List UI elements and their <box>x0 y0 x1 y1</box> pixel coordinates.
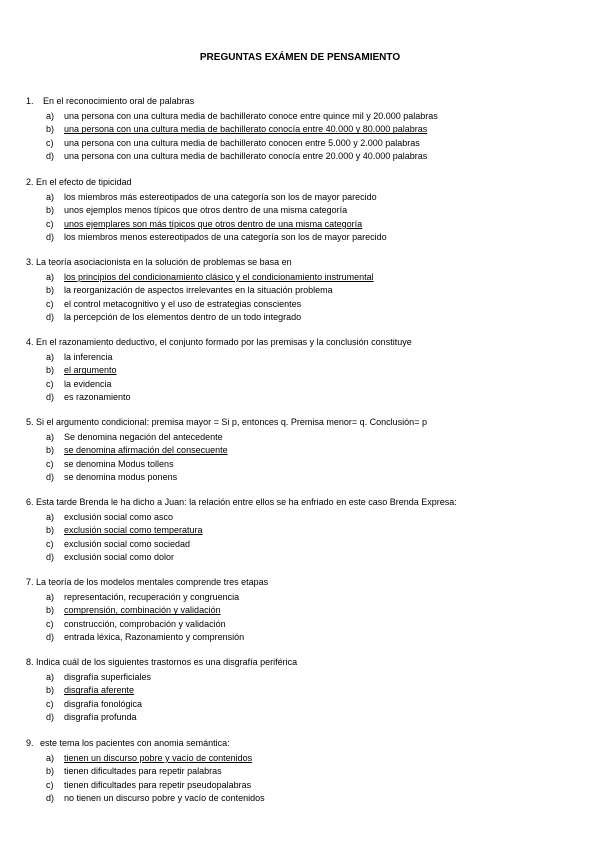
correct-answer-text: unos ejemplares son más típicos que otros dentro de una misma categoría <box>64 218 363 229</box>
option-text: se denomina modus ponens <box>64 472 178 483</box>
option-letter: d) <box>46 632 55 643</box>
question-text: este tema los pacientes con anomia semántica: <box>40 738 230 748</box>
option-d <box>0 713 600 726</box>
option-c <box>0 620 600 633</box>
option-text: disgrafía fonológica <box>64 698 143 709</box>
option-c <box>0 139 600 152</box>
option-letter: d) <box>46 312 55 323</box>
question-number: 6. <box>26 497 34 507</box>
option-letter: a) <box>46 512 55 522</box>
option-letter: b) <box>46 445 55 456</box>
option-c <box>0 380 600 393</box>
option-letter: d) <box>46 552 55 563</box>
option-c <box>0 540 600 553</box>
correct-answer-text: el argumento <box>64 365 117 376</box>
question-text: En el reconocimiento oral de palabras <box>43 96 195 106</box>
option-d <box>0 794 600 807</box>
correct-answer-text: una persona con una cultura media de bachillerato conocía entre 40.000 y 80.000 palabras <box>64 124 428 135</box>
option-b <box>0 286 600 299</box>
option-b <box>0 206 600 219</box>
option-d <box>0 393 600 406</box>
option-letter: c) <box>46 458 54 469</box>
option-text: una persona con una cultura media de bachillerato conocía entre 20.000 y 40.000 palabras <box>64 151 428 162</box>
option-letter: a) <box>46 753 55 763</box>
option-text: disgrafía profunda <box>64 712 137 723</box>
question-text: En el efecto de tipicidad <box>36 177 132 187</box>
option-b <box>0 526 600 539</box>
option-text: una persona con una cultura media de bachillerato conoce entre quince mil y 20.000 palabras <box>64 111 438 121</box>
option-text: unos ejemplos menos típicos que otros dentro de una misma categoría <box>64 205 348 216</box>
option-letter: b) <box>46 685 55 696</box>
option-text: una persona con una cultura media de bachillerato conocen entre 5.000 y 2.000 palabras <box>64 137 420 148</box>
option-d <box>0 553 600 566</box>
option-a <box>0 433 600 446</box>
option-letter: c) <box>46 218 54 229</box>
question-text: La teoría de los modelos mentales comprende tres etapas <box>36 577 269 587</box>
option-letter: a) <box>46 352 55 362</box>
option-a <box>0 673 600 686</box>
question-number: 5. <box>26 417 34 427</box>
option-text: exclusión social como sociedad <box>64 538 191 549</box>
option-a <box>0 593 600 606</box>
question-number: 3. <box>26 257 34 267</box>
option-letter: d) <box>46 392 55 403</box>
option-letter: c) <box>46 137 54 148</box>
option-text: es razonamiento <box>64 392 131 403</box>
option-letter: d) <box>46 232 55 243</box>
option-letter: b) <box>46 525 55 536</box>
option-letter: a) <box>46 111 55 121</box>
correct-answer-text: exclusión social como temperatura <box>64 525 203 536</box>
option-text: el control metacognitivo y el uso de estrategias conscientes <box>64 298 302 309</box>
option-letter: d) <box>46 151 55 162</box>
option-text: no tienen un discurso pobre y vacío de contenidos <box>64 793 265 804</box>
option-a <box>0 273 600 286</box>
option-text: se denomina Modus tollens <box>64 458 174 469</box>
option-letter: b) <box>46 205 55 216</box>
option-text: la reorganización de aspectos irrelevantes en la situación problema <box>64 285 333 296</box>
option-text: representación, recuperación y congruencia <box>64 592 240 602</box>
option-a <box>0 754 600 767</box>
document-title: PREGUNTAS EXÁMEN DE PENSAMIENTO <box>199 52 401 63</box>
option-text: exclusión social como dolor <box>64 552 175 563</box>
question-number: 8. <box>26 657 34 667</box>
option-b <box>0 606 600 619</box>
option-d <box>0 152 600 165</box>
option-text: exclusión social como asco <box>64 512 174 522</box>
option-text: la percepción de los elementos dentro de un todo integrado <box>64 312 302 323</box>
option-b <box>0 366 600 379</box>
option-text: la evidencia <box>64 378 112 389</box>
option-letter: a) <box>46 192 55 202</box>
question-text: En el razonamiento deductivo, el conjunto formado por las premisas y la conclusión constituye <box>36 337 412 347</box>
option-text: tienen dificultades para repetir pseudopalabras <box>64 779 252 790</box>
option-d <box>0 313 600 326</box>
option-d <box>0 233 600 246</box>
option-letter: b) <box>46 766 55 777</box>
option-letter: c) <box>46 298 54 309</box>
option-b <box>0 125 600 138</box>
option-c <box>0 220 600 233</box>
option-text: los miembros menos estereotipados de una categoría son los de mayor parecido <box>64 232 387 243</box>
option-letter: a) <box>46 672 55 682</box>
option-text: Se denomina negación del antecedente <box>64 432 223 442</box>
question-text: Indica cuál de los siguientes trastornos es una disgrafía periférica <box>36 657 298 667</box>
question-number: 7. <box>26 577 34 587</box>
option-d <box>0 473 600 486</box>
option-letter: d) <box>46 793 55 804</box>
option-letter: a) <box>46 432 55 442</box>
option-a <box>0 353 600 366</box>
correct-answer-text: los principios del condicionamiento clásico y el condicionamiento instrumental <box>64 272 374 282</box>
option-c <box>0 300 600 313</box>
option-letter: c) <box>46 779 54 790</box>
question-text: La teoría asociacionista en la solución de problemas se basa en <box>36 257 292 267</box>
option-d <box>0 633 600 646</box>
option-letter: b) <box>46 605 55 616</box>
option-a <box>0 112 600 125</box>
option-text: entrada léxica, Razonamiento y comprensión <box>64 632 245 643</box>
option-b <box>0 446 600 459</box>
option-letter: c) <box>46 698 54 709</box>
correct-answer-text: tienen un discurso pobre y vacío de contenidos <box>64 753 253 763</box>
option-text: construcción, comprobación y validación <box>64 618 226 629</box>
question-number: 9. <box>26 738 34 748</box>
option-letter: c) <box>46 618 54 629</box>
option-text: disgrafía superficiales <box>64 672 152 682</box>
option-letter: b) <box>46 285 55 296</box>
option-text: la inferencia <box>64 352 113 362</box>
question-text: Esta tarde Brenda le ha dicho a Juan: la relación entre ellos se ha enfriado en este caso Brenda Expresa: <box>36 497 457 507</box>
option-letter: d) <box>46 472 55 483</box>
option-text: tienen dificultades para repetir palabras <box>64 766 222 777</box>
option-c <box>0 781 600 794</box>
correct-answer-text: disgrafía aferente <box>64 685 135 696</box>
option-text: los miembros más estereotipados de una categoría son los de mayor parecido <box>64 192 377 202</box>
option-b <box>0 686 600 699</box>
question-number: 2. <box>26 177 34 187</box>
option-c <box>0 700 600 713</box>
option-letter: c) <box>46 378 54 389</box>
option-letter: b) <box>46 124 55 135</box>
option-a <box>0 193 600 206</box>
option-b <box>0 767 600 780</box>
option-letter: b) <box>46 365 55 376</box>
question-number: 1. <box>26 96 34 106</box>
option-letter: a) <box>46 592 55 602</box>
question-number: 4. <box>26 337 34 347</box>
correct-answer-text: comprensión, combinación y validación <box>64 605 221 616</box>
correct-answer-text: se denomina afirmación del consecuente <box>64 445 228 456</box>
option-a <box>0 513 600 526</box>
option-letter: c) <box>46 538 54 549</box>
option-letter: d) <box>46 712 55 723</box>
option-letter: a) <box>46 272 55 282</box>
question-text: Si el argumento condicional: premisa mayor = Si p, entonces q. Premisa menor= q. Conclusión= p <box>36 417 427 427</box>
option-c <box>0 460 600 473</box>
